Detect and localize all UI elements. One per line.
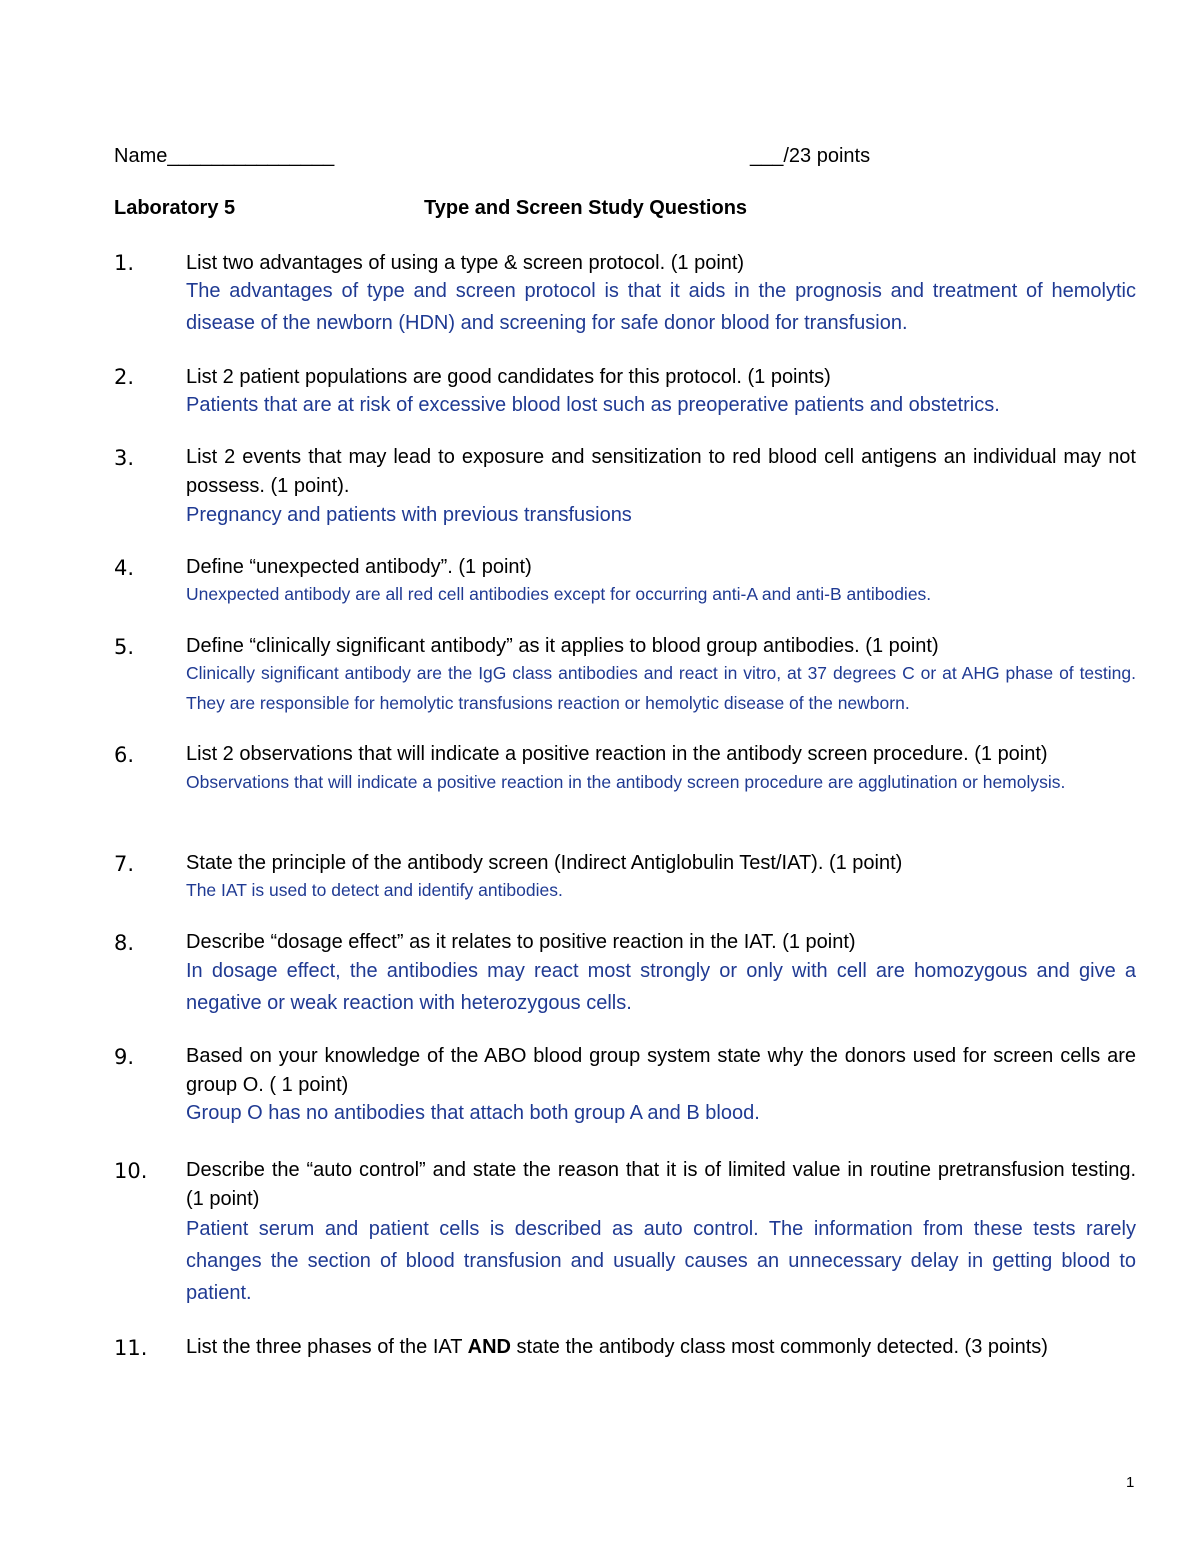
lab-title: Laboratory 5 bbox=[114, 197, 236, 219]
question-text: List 2 events that may lead to exposure and sensitization to red blood cell antigens an individual may not possess. (1 point). bbox=[186, 446, 1136, 497]
question-text: List two advantages of using a type & screen protocol. (1 point) bbox=[186, 252, 745, 274]
question-text: Describe “dosage effect” as it relates to positive reaction in the IAT. (1 point) bbox=[186, 931, 856, 953]
question-text: State the principle of the antibody screen (Indirect Antiglobulin Test/IAT). (1 point) bbox=[186, 852, 903, 874]
question-text bbox=[186, 1333, 1136, 1362]
answer-text: Unexpected antibody are all red cell antibodies except for occurring anti-A and anti-B antibodies. bbox=[186, 584, 932, 604]
answer-text: Patient serum and patient cells is described as auto control. The information from these tests rarely changes the section of blood transfusion and usually causes an unnecessary delay in getting blood to patient. bbox=[186, 1218, 1136, 1304]
answer-text: Group O has no antibodies that attach both group A and B blood. bbox=[186, 1102, 760, 1124]
question-text: Based on your knowledge of the ABO blood group system state why the donors used for screen cells are group O. ( 1 point) bbox=[186, 1045, 1136, 1096]
question-text-part: List the three phases of the IAT bbox=[186, 1336, 468, 1358]
question-number: 5. bbox=[114, 635, 135, 659]
name-field-label: Name_______________ bbox=[114, 145, 335, 167]
question-text: Define “unexpected antibody”. (1 point) bbox=[186, 556, 532, 578]
question-text: List 2 patient populations are good candidates for this protocol. (1 points) bbox=[186, 366, 831, 388]
question-number: 8. bbox=[114, 931, 135, 955]
question-number: 7. bbox=[114, 852, 135, 876]
question-text-part: state the antibody class most commonly detected. (3 points) bbox=[511, 1336, 1048, 1358]
points-label: ___/23 points bbox=[750, 145, 871, 167]
question-text: List 2 observations that will indicate a positive reaction in the antibody screen procedure. (1 point) bbox=[186, 743, 1048, 765]
page-number: 1 bbox=[1126, 1474, 1135, 1491]
answer-text: In dosage effect, the antibodies may react most strongly or only with cell are homozygous and give a negative or weak reaction with heterozygous cells. bbox=[186, 960, 1136, 1014]
question-number: 6. bbox=[114, 743, 135, 767]
question-number: 1. bbox=[114, 251, 135, 275]
question-number: 10. bbox=[114, 1159, 148, 1183]
question-number: 11. bbox=[114, 1336, 148, 1360]
document-title: Type and Screen Study Questions bbox=[424, 197, 748, 219]
question-number: 2. bbox=[114, 365, 135, 389]
question-text: Define “clinically significant antibody” as it applies to blood group antibodies. (1 point) bbox=[186, 635, 939, 657]
answer-text: The IAT is used to detect and identify antibodies. bbox=[186, 880, 563, 900]
question-number: 9. bbox=[114, 1045, 135, 1069]
answer-text: The advantages of type and screen protocol is that it aids in the prognosis and treatment of hemolytic disease of the newborn (HDN) and screening for safe donor blood for transfusion. bbox=[186, 280, 1136, 334]
answer-text: Patients that are at risk of excessive blood lost such as preoperative patients and obstetrics. bbox=[186, 394, 1000, 416]
question-text-emphasis: AND bbox=[467, 1336, 511, 1358]
question-number: 3. bbox=[114, 446, 135, 470]
question-number: 4. bbox=[114, 556, 135, 580]
answer-text: Clinically significant antibody are the IgG class antibodies and react in vitro, at 37 degrees C or at AHG phase of testing. They are responsible for hemolytic transfusions reaction or hemolytic disease of the newborn. bbox=[186, 663, 1136, 713]
answer-text: Observations that will indicate a positive reaction in the antibody screen procedure are agglutination or hemolysis. bbox=[186, 772, 1066, 792]
answer-text: Pregnancy and patients with previous transfusions bbox=[186, 504, 632, 526]
question-text: Describe the “auto control” and state the reason that it is of limited value in routine pretransfusion testing. (1 point) bbox=[186, 1159, 1136, 1210]
